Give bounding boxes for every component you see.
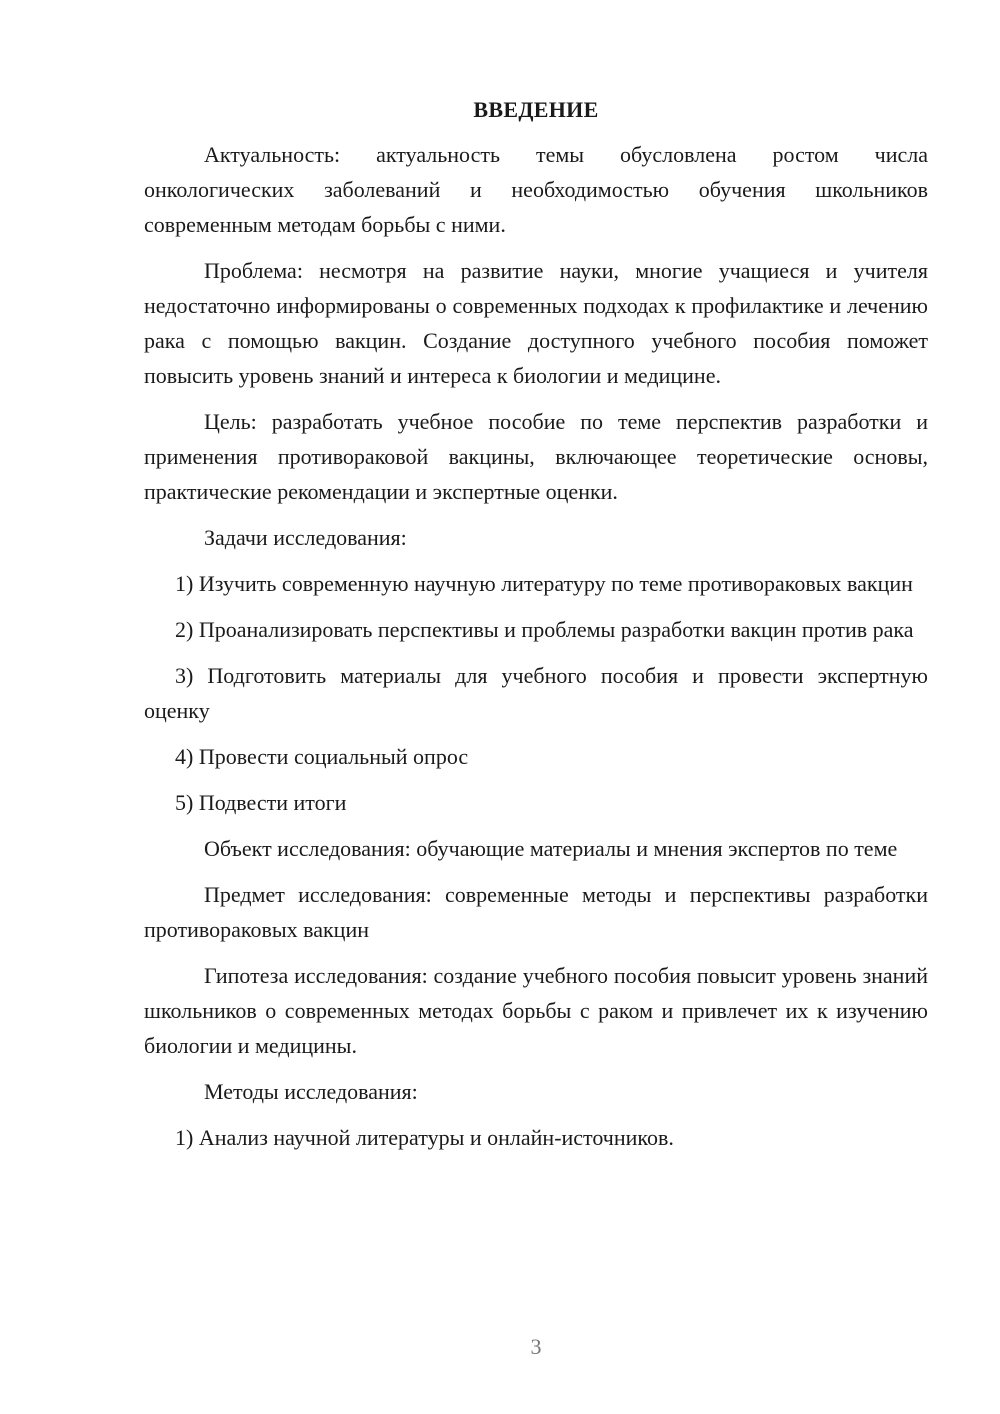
method-item-1: 1) Анализ научной литературы и онлайн-источников. bbox=[175, 1125, 674, 1150]
object-paragraph: Объект исследования: обучающие материалы и мнения экспертов по теме bbox=[204, 836, 898, 861]
subject-paragraph: Предмет исследования: современные методы и перспективы разработки противораковых вакцин bbox=[144, 882, 928, 942]
methods-heading: Методы исследования: bbox=[204, 1079, 418, 1104]
tasks-heading: Задачи исследования: bbox=[204, 525, 407, 550]
relevance-paragraph: Актуальность: актуальность темы обусловлена ростом числа онкологических заболеваний и необходимостью обучения школьников современным методам борьбы с ними. bbox=[144, 142, 928, 237]
task-item-5: 5) Подвести итоги bbox=[175, 790, 347, 815]
page-number: 3 bbox=[530, 1334, 542, 1359]
page-content bbox=[144, 92, 928, 1166]
goal-paragraph: Цель: разработать учебное пособие по теме перспектив разработки и применения противораковой вакцины, включающее теоретические основы, практические рекомендации и экспертные оценки. bbox=[144, 409, 928, 504]
section-title: ВВЕДЕНИЕ bbox=[473, 97, 599, 122]
task-item-4: 4) Провести социальный опрос bbox=[175, 744, 469, 769]
task-item-2: 2) Проанализировать перспективы и проблемы разработки вакцин против рака bbox=[175, 617, 914, 642]
problem-paragraph: Проблема: несмотря на развитие науки, многие учащиеся и учителя недостаточно информированы о современных подходах к профилактике и лечению рака с помощью вакцин. Создание доступного учебного пособия поможет повысить уровень знаний и интереса к биологии и медицине. bbox=[144, 258, 928, 388]
task-item-1: 1) Изучить современную научную литературу по теме противораковых вакцин bbox=[175, 571, 913, 596]
task-item-3: 3) Подготовить материалы для учебного пособия и провести экспертную оценку bbox=[144, 663, 928, 723]
hypothesis-paragraph: Гипотеза исследования: создание учебного пособия повысит уровень знаний школьников о современных методах борьбы с раком и привлечет их к изучению биологии и медицины. bbox=[144, 963, 928, 1058]
